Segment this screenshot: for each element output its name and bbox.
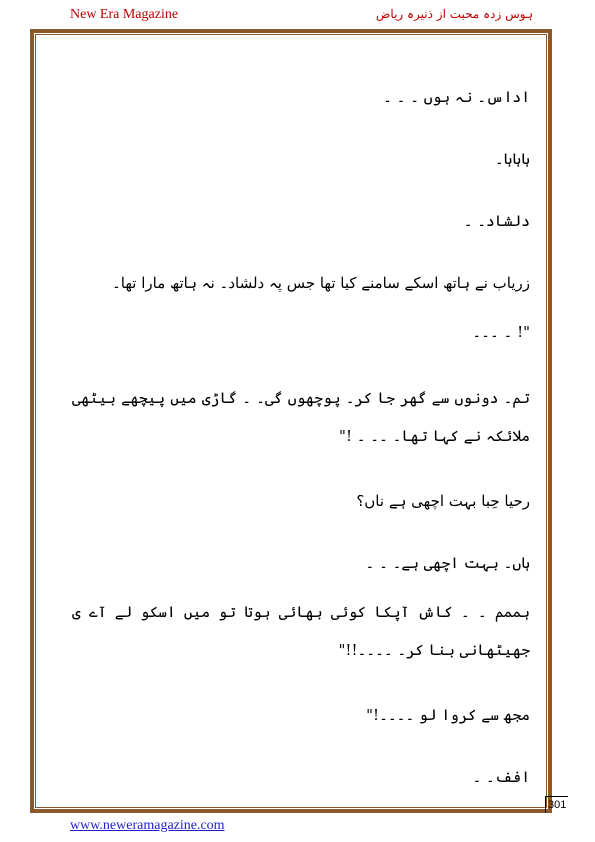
page-number: 301 <box>545 796 568 813</box>
paragraph: مجھ سے کروا لو ۔۔۔۔!" <box>366 706 530 724</box>
website-link[interactable]: www.neweramagazine.com <box>70 818 225 833</box>
paragraph: ہممم ۔ ۔ کاش آپکا کوئی بھائی ہوتا تو میں اسکو لے آے ی جھیٹھانی بنا کر۔ ۔۔۔۔!!" <box>72 603 530 659</box>
paragraph: "! ۔ ۔۔۔ <box>472 323 530 341</box>
paragraph: اداس۔ نہ ہوں ۔ ۔ ۔ <box>383 88 530 106</box>
paragraph: زریاب نے ہاتھ اسکے سامنے کیا تھا جس پہ دلشاد۔ نہ ہاتھ مارا تھا۔ <box>112 274 530 292</box>
story-text <box>72 82 530 793</box>
paragraph: دلشاد۔ ۔ <box>463 212 530 230</box>
paragraph: افف۔ ۔ <box>472 768 530 786</box>
paragraph: تم۔ دونوں سے گھر جا کر۔ پوچھوں گی۔ ۔ گاڑی میں پیچھے بیٹھی ملائکہ نے کہا تھا۔ ۔۔ ۔ !" <box>72 389 530 445</box>
novel-title: ہوس زدہ محبت از ذنیرہ ریاض <box>375 7 533 21</box>
paragraph: ہاہاہا۔ <box>494 150 530 168</box>
paragraph: ہاں۔ بہت اچھی ہے۔ ۔ ۔ <box>365 554 530 572</box>
paragraph: رحیا حِبا بہت اچھی ہے ناں؟ <box>356 492 530 510</box>
magazine-name: New Era Magazine <box>70 7 179 22</box>
